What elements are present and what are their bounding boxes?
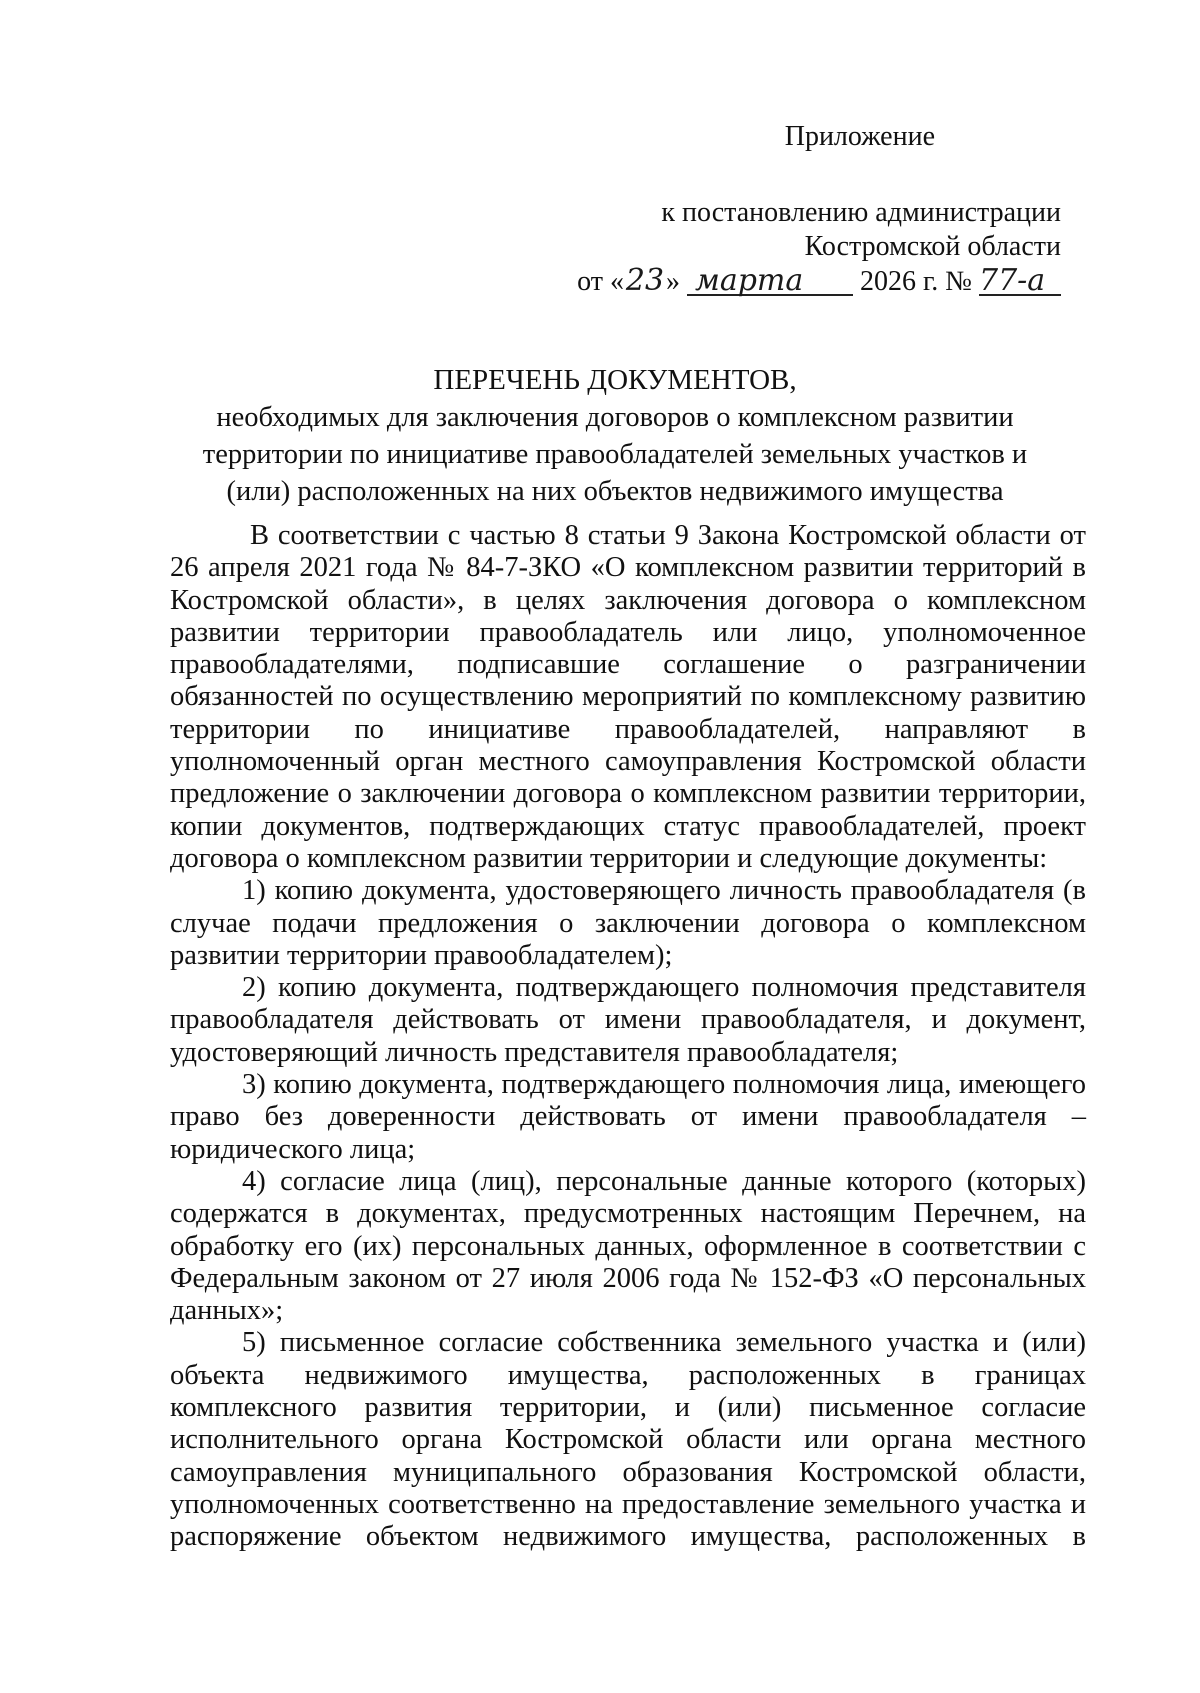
title-subtitle: необходимых для заключения договоров о комплексном развитии территории по инициативе правообладателей земельных участков и (или) расположенных на них объектов недвижимого имущества <box>202 402 1028 507</box>
list-item-5: 5) письменное согласие собственника земельного участка и (или) объекта недвижимого имущества, расположенных в границах комплексного развития территории, и (или) письменное согласие исполнительного органа Костромской области или органа местного самоуправления муниципального образования Костромской области, уполномоченных соответственно на предоставление земельного участка и распоряжение объектом недвижимого имущества, расположенных в <box>170 1327 1086 1553</box>
date-day-handwritten: 23 <box>625 263 665 298</box>
document-title <box>180 362 1050 510</box>
document-body <box>170 520 1086 1554</box>
list-item-4: 4) согласие лица (лиц), персональные данные которого (которых) содержатся в документах, предусмотренных настоящим Перечнем, на обработку его (их) персональных данных, оформленное в соответствии с Федеральным законом от 27 июля 2006 года № 152-ФЗ «О персональных данных»; <box>170 1165 1086 1327</box>
decree-reference <box>0 196 1061 299</box>
date-close: » <box>665 266 680 297</box>
date-month-handwritten: марта <box>687 268 853 296</box>
list-item-3: 3) копию документа, подтверждающего полномочия лица, имеющего право без доверенности действовать от имени правообладателя – юридического лица; <box>170 1069 1086 1165</box>
decree-date-line <box>0 264 1061 299</box>
appendix-label: Приложение <box>784 121 935 152</box>
date-prefix: от « <box>577 266 624 297</box>
decree-line-2: Костромской области <box>804 231 1061 262</box>
list-item-2: 2) копию документа, подтверждающего полномочия представителя правообладателя действовать от имени правообладателя, и документ, удостоверяющий личность представителя правообладателя; <box>170 972 1086 1068</box>
list-item-1: 1) копию документа, удостоверяющего личность правообладателя (в случае подачи предложения о заключении договора о комплексном развитии территории правообладателем); <box>170 875 1086 971</box>
date-year: 2026 г. № <box>859 266 972 297</box>
intro-paragraph: В соответствии с частью 8 статьи 9 Закона Костромской области от 26 апреля 2021 года № 84-7-ЗКО «О комплексном развитии территорий в Костромской области», в целях заключения договора о комплексном развитии территории правообладатель или лицо, уполномоченное правообладателями, подписавшие соглашение о разграничении обязанностей по осуществлению мероприятий по комплексному развитию территории по инициативе правообладателей, направляют в уполномоченный орган местного самоуправления Костромской области предложение о заключении договора о комплексном развитии территории, копии документов, подтверждающих статус правообладателей, проект договора о комплексном развитии территории и следующие документы: <box>170 520 1086 874</box>
decree-number-handwritten: 77-а <box>979 268 1061 296</box>
decree-line-1: к постановлению администрации <box>661 197 1061 228</box>
title-main: ПЕРЕЧЕНЬ ДОКУМЕНТОВ, <box>433 364 797 396</box>
